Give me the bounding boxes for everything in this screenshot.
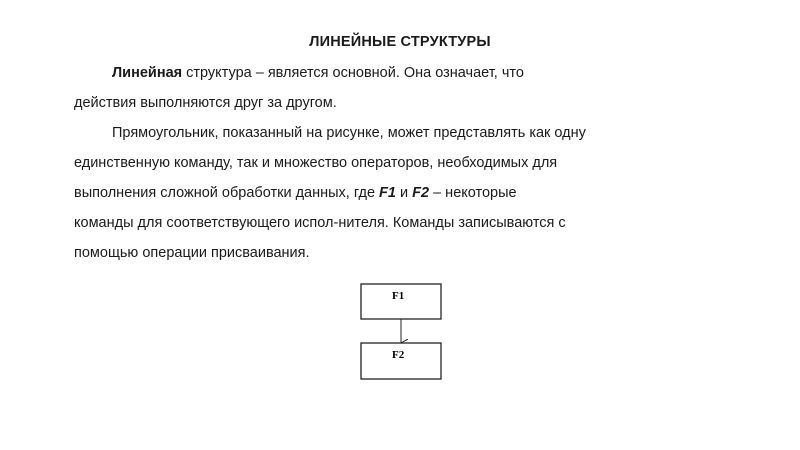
paragraph-1-line-1-rest: структура – является основной. Она означает, что <box>182 65 524 81</box>
paragraph-2-line-3-start: выполнения сложной обработки данных, где <box>74 185 380 201</box>
term-linear: Линейная <box>112 65 183 81</box>
flowchart-box-f2-label: F2 <box>392 349 405 361</box>
flowchart-box-f1-label: F1 <box>392 290 405 302</box>
paragraph-2-line-4: команды для соответствующего испол-нителя. Команды записываются с <box>74 215 566 231</box>
f1-term: F1 <box>379 185 396 201</box>
paragraph-2-line-1: Прямоугольник, показанный на рисунке, может представлять как одну <box>112 125 586 141</box>
f2-term: F2 <box>412 185 430 201</box>
paragraph-2-line-5: помощью операции присваивания. <box>74 245 310 261</box>
paragraph-2-line-3-end: – некоторые <box>429 185 517 201</box>
page-title: ЛИНЕЙНЫЕ СТРУКТУРЫ <box>309 34 491 50</box>
paragraph-2-line-2: единственную команду, так и множество операторов, необходимых для <box>74 155 558 171</box>
and-word: и <box>395 185 413 201</box>
paragraph-1-line-2: действия выполняются друг за другом. <box>74 95 337 111</box>
